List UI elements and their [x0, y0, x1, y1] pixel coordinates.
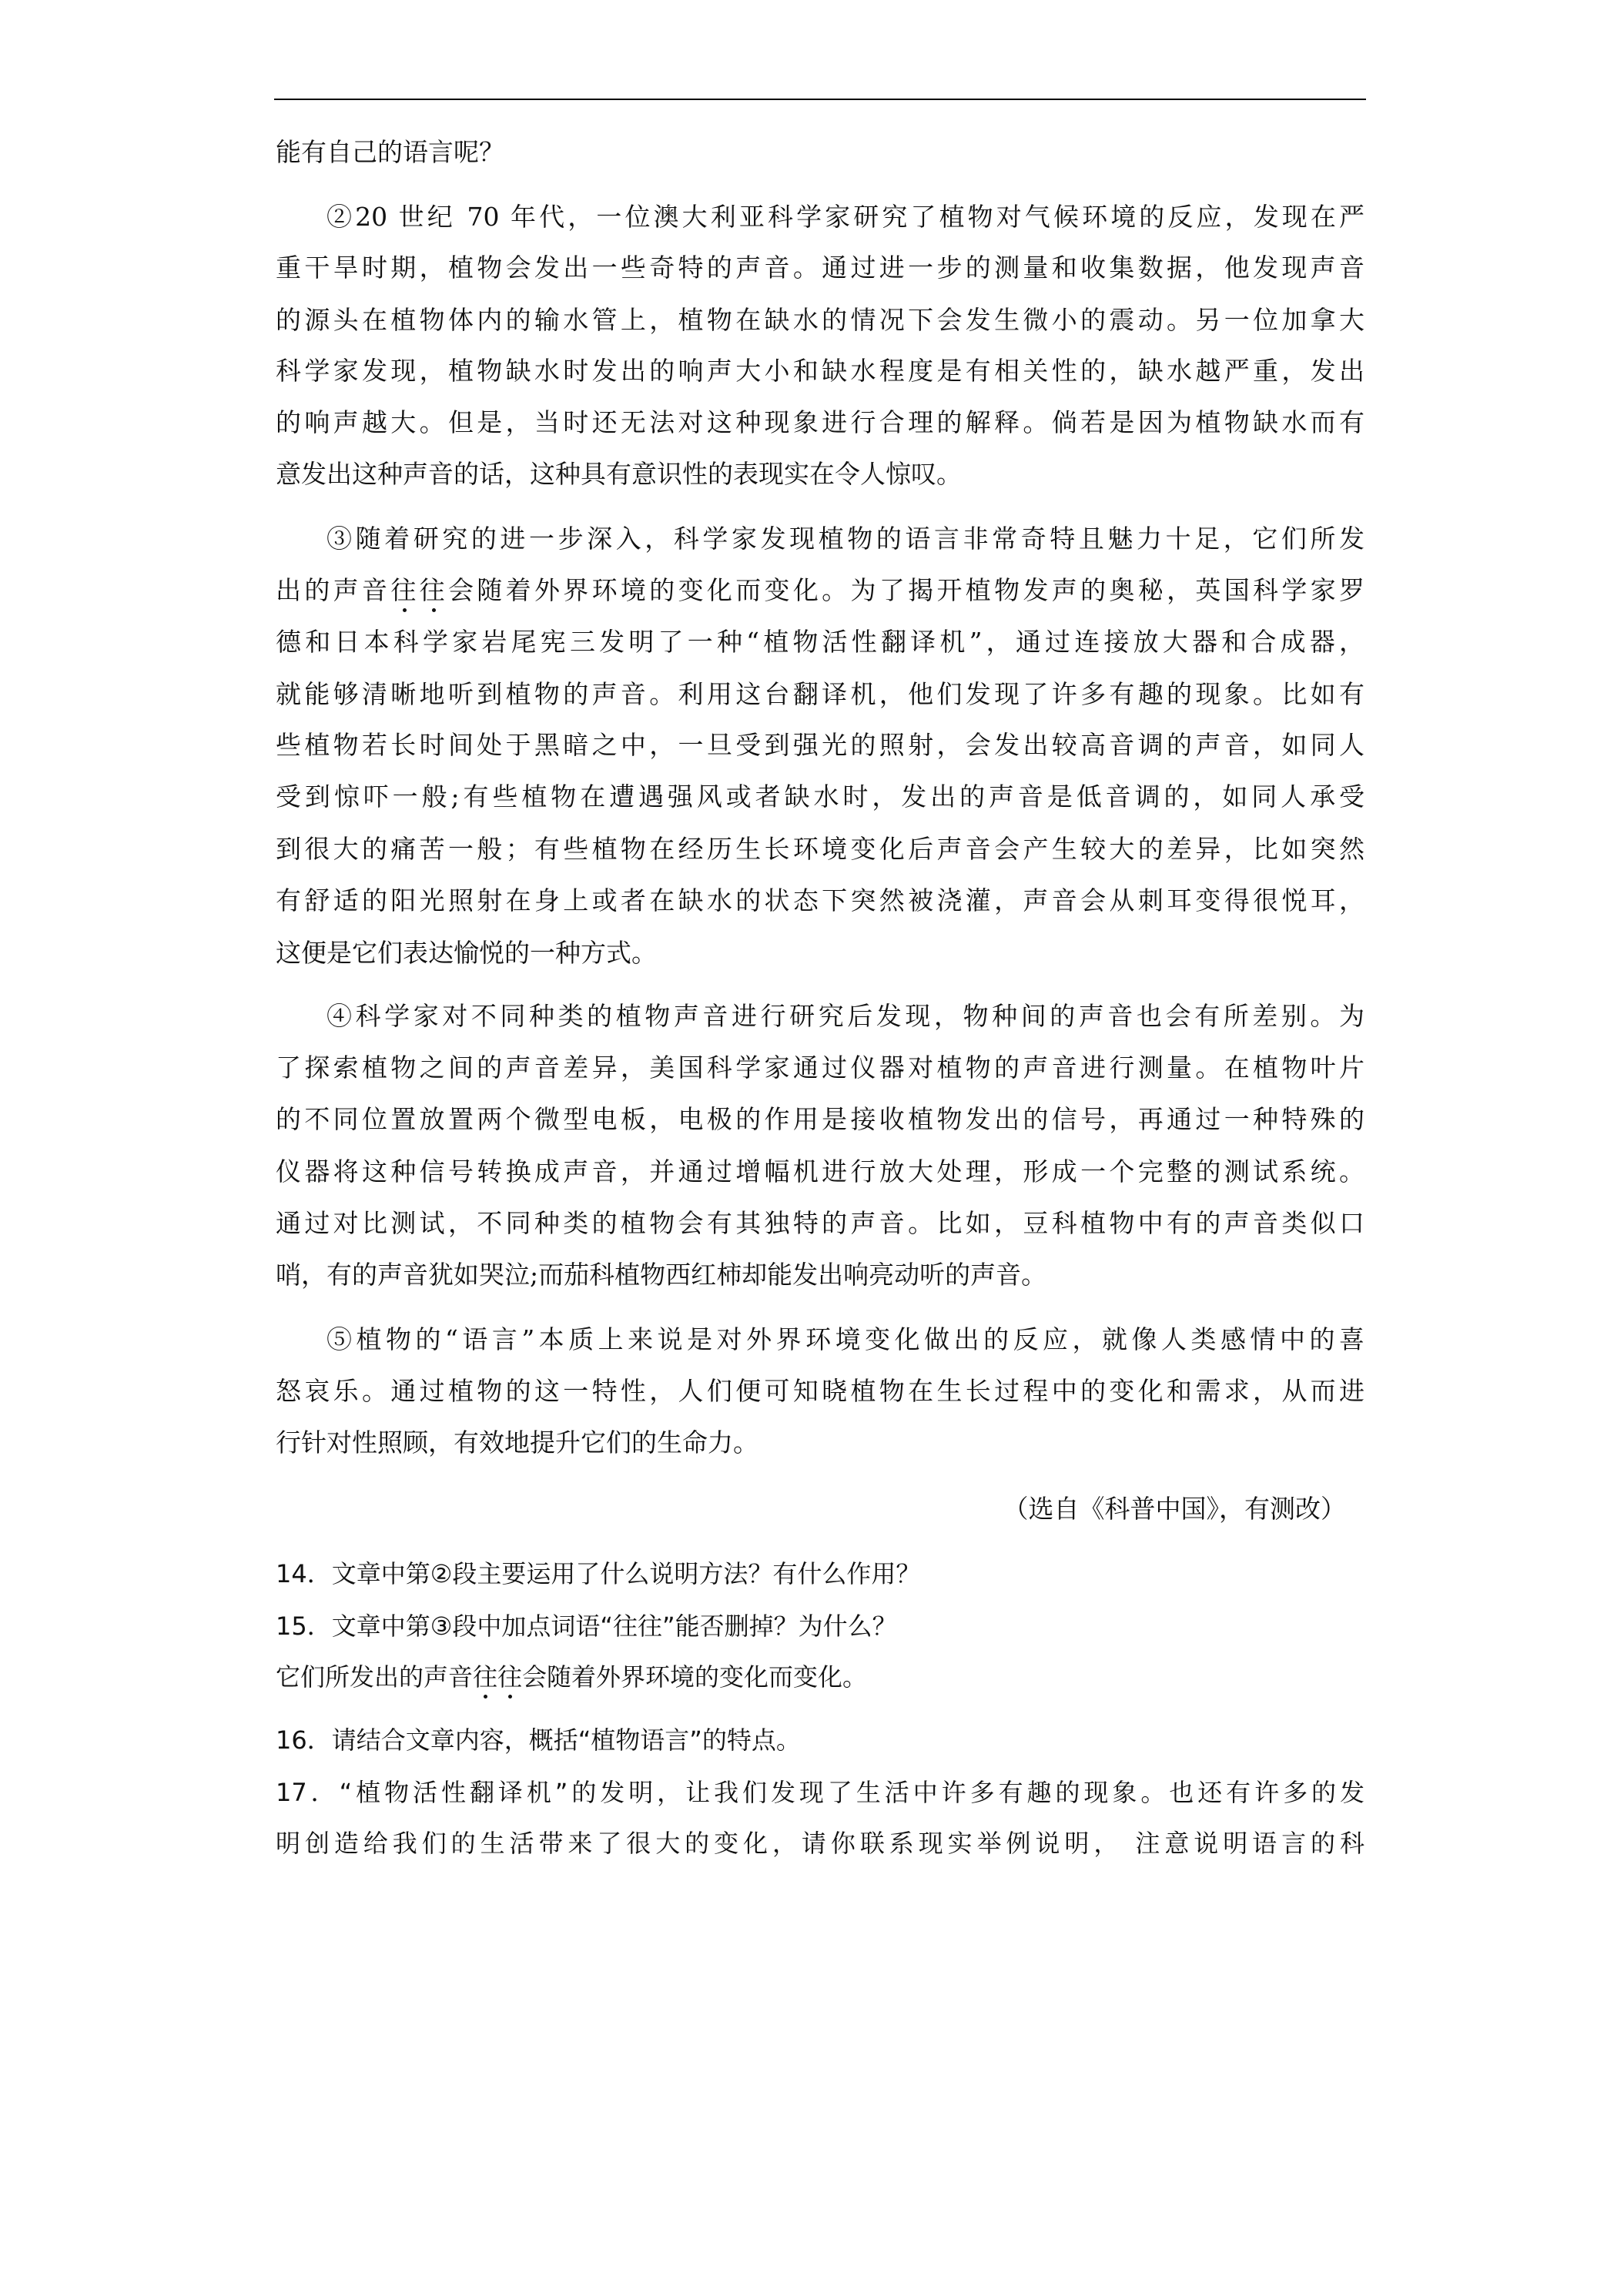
paragraph-4-line: 仪器将这种信号转换成声音，并通过增幅机进行放大处理，形成一个完整的测试系统。 — [276, 1156, 1364, 1186]
question-15-quote — [276, 1660, 1364, 1694]
paragraph-2-line: 重干旱时期，植物会发出一些奇特的声音。通过进一步的测量和收集数据，他发现声音 — [276, 253, 1364, 283]
paragraph-2-line: 的响声越大。但是，当时还无法对这种现象进行合理的解释。倘若是因为植物缺水而有 — [276, 407, 1364, 437]
paragraph-5-line: 怒哀乐。通过植物的这一特性，人们便可知晓植物在生长过程中的变化和需求，从而进 — [276, 1376, 1364, 1406]
emphasized-char: 往 — [390, 575, 420, 605]
paragraph-3-line-emphasis — [276, 574, 1364, 607]
paragraph-3-line: 德和日本科学家岩尾宪三发明了一种“植物活性翻译机”，通过连接放大器和合成器， — [276, 627, 1364, 657]
paragraph-2-line: 科学家发现，植物缺水时发出的响声大小和缺水程度是有相关性的，缺水越严重，发出 — [276, 356, 1364, 386]
question-17-line: 明创造给我们的生活带来了很大的变化，请你联系现实举例说明， 注意说明语言的科 — [276, 1829, 1364, 1858]
paragraph-4-line: 通过对比测试，不同种类的植物会有其独特的声音。比如，豆科植物中有的声音类似口 — [276, 1208, 1364, 1238]
text-segment: 会随着外界环境的变化而变化。为了揭开植物发声的奥秘，英国科学家罗 — [447, 575, 1365, 605]
paragraph-4-line: 了探索植物之间的声音差异，美国科学家通过仪器对植物的声音进行测量。在植物叶片 — [276, 1053, 1364, 1083]
paragraph-3-line: 到很大的痛苦一般；有些植物在经历生长环境变化后声音会产生较大的差异，比如突然 — [276, 834, 1364, 864]
paragraph-2-line: 意发出这种声音的话，这种具有意识性的表现实在令人惊叹。 — [276, 459, 962, 489]
paragraph-2-line: ②20 世纪 70 年代，一位澳大利亚科学家研究了植物对气候环境的反应，发现在严 — [326, 202, 1364, 232]
paragraph-3-line: 这便是它们表达愉悦的一种方式。 — [276, 938, 657, 968]
passage-continuation: 能有自己的语言呢？ — [276, 137, 504, 167]
paragraph-3-line: 些植物若长时间处于黑暗之中，一旦受到强光的照射，会发出较高音调的声音，如同人 — [276, 730, 1364, 760]
header-rule — [274, 99, 1366, 100]
question-14: 14．文章中第②段主要运用了什么说明方法？有什么作用？ — [276, 1559, 921, 1588]
paragraph-4-line: ④科学家对不同种类的植物声音进行研究后发现，物种间的声音也会有所差别。为 — [326, 1001, 1364, 1031]
paragraph-5-line: 行针对性照顾，有效地提升它们的生命力。 — [276, 1427, 758, 1458]
paragraph-3-line: 受到惊吓一般;有些植物在遭遇强风或者缺水时，发出的声音是低音调的，如同人承受 — [276, 782, 1364, 812]
emphasized-char: 往 — [497, 1662, 523, 1692]
paragraph-3-line: 就能够清晰地听到植物的声音。利用这台翻译机，他们发现了许多有趣的现象。比如有 — [276, 679, 1364, 709]
paragraph-5-line: ⑤植物的“语言”本质上来说是对外界环境变化做出的反应，就像人类感情中的喜 — [326, 1324, 1364, 1354]
paragraph-3-line: 有舒适的阳光照射在身上或者在缺水的状态下突然被浇灌，声音会从刺耳变得很悦耳， — [276, 885, 1364, 915]
text-segment: 出的声音 — [276, 575, 391, 605]
paragraph-4-line: 哨，有的声音犹如哭泣;而茄科植物西红柿却能发出响亮动听的声音。 — [276, 1260, 1047, 1290]
text-segment: 它们所发出的声音 — [276, 1662, 474, 1692]
paragraph-4-line: 的不同位置放置两个微型电板，电极的作用是接收植物发出的信号，再通过一种特殊的 — [276, 1104, 1364, 1134]
paragraph-3-line: ③随着研究的进一步深入，科学家发现植物的语言非常奇特且魅力十足，它们所发 — [326, 524, 1364, 554]
question-17-line: 17．“植物活性翻译机”的发明，让我们发现了生活中许多有趣的现象。也还有许多的发 — [276, 1778, 1364, 1807]
question-15: 15．文章中第③段中加点词语“往往”能否删掉？为什么？ — [276, 1612, 897, 1641]
text-segment: 会随着外界环境的变化而变化。 — [522, 1662, 868, 1692]
emphasized-char: 往 — [473, 1662, 498, 1692]
question-16: 16．请结合文章内容，概括“植物语言”的特点。 — [276, 1725, 801, 1755]
source-citation: （选自《科普中国》，有测改） — [1003, 1494, 1346, 1524]
emphasized-char: 往 — [419, 575, 448, 605]
paragraph-2-line: 的源头在植物体内的输水管上，植物在缺水的情况下会发生微小的震动。另一位加拿大 — [276, 305, 1364, 335]
